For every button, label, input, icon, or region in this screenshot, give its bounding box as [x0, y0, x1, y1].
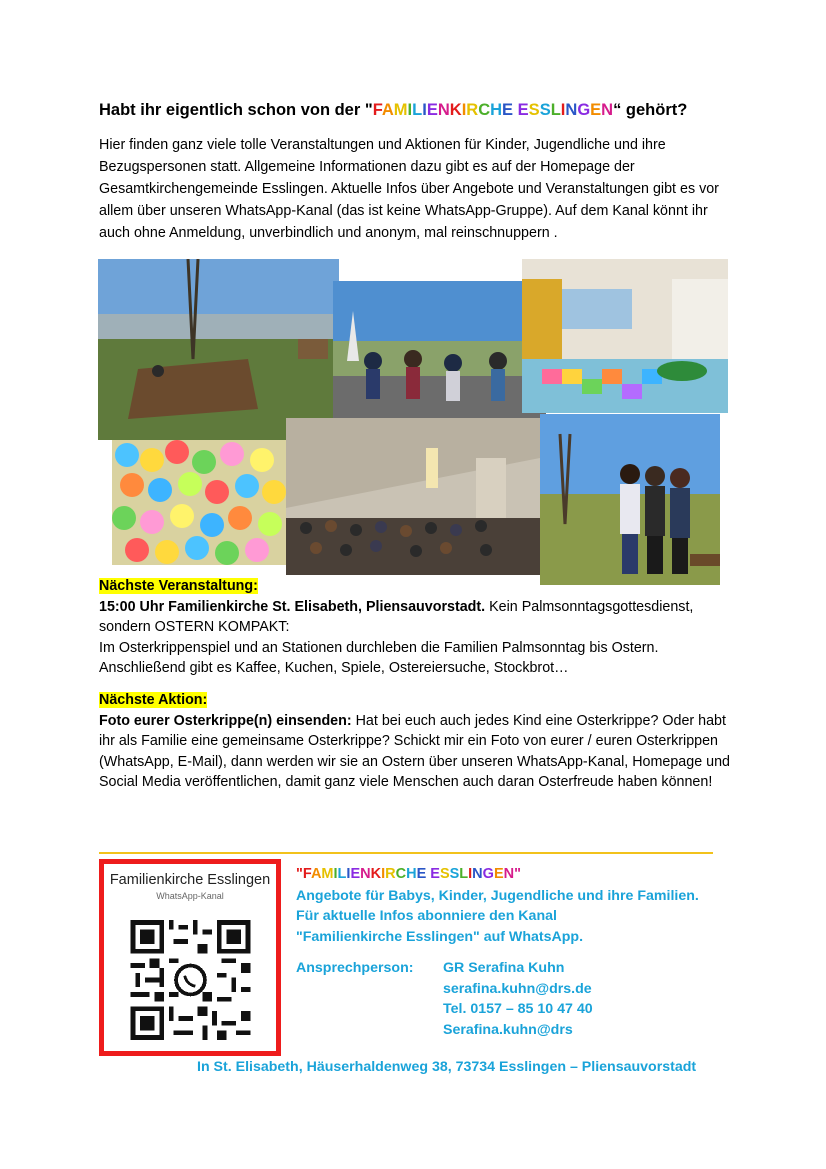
footer-address: In St. Elisabeth, Häuserhaldenweg 38, 73734 Esslingen – Pliensauvorstadt [197, 1059, 697, 1075]
brand-letter: M [321, 866, 334, 882]
brand-letter: I [407, 101, 413, 119]
brand-letter: S [439, 866, 450, 882]
photo-ball-pit [112, 440, 286, 565]
heading-suffix: “ gehört? [613, 101, 688, 119]
brand-letter: I [346, 866, 351, 882]
brand-letter: N [565, 101, 578, 119]
footer-line-1: Angebote für Babys, Kinder, Jugendliche und ihre Familien. [296, 888, 699, 904]
next-event-text-a: Kein Palmsonntagsgottesdienst, sondern OSTERN KOMPAKT: [99, 598, 694, 635]
brand-letter: E [416, 866, 427, 882]
brand-letter: N [437, 101, 450, 119]
brand-letter: H [406, 866, 417, 882]
footer-line-3: "Familienkirche Esslingen" auf WhatsApp. [296, 929, 584, 945]
next-event-text-b: Im Osterkrippenspiel und an Stationen durchleben die Familien Palmsonntag bis Ostern. Anschließend gibt es Kaffee, Kuchen, Spiele, Ostereiersuche, Stockbrot… [99, 639, 659, 676]
brand-letter: A [310, 866, 322, 882]
brand-letter: A [381, 101, 394, 119]
contact-label: Ansprechperson: [296, 960, 414, 976]
brand-letter: G [482, 866, 494, 882]
heading-prefix: Habt ihr eigentlich schon von der " [99, 101, 373, 119]
intro-text: Hier finden ganz viele tolle Veranstaltungen und Aktionen für Kinder, Jugendliche und ihre Bezugspersonen statt. Allgemeine Informationen dazu gibt es auf der Homepage der Gesamtkirchengemeinde Esslingen. Aktuelle Infos über Angebote und Veranstaltungen gibt es vor allem über unseren WhatsApp-Kanal (das ist keine WhatsApp-Gruppe). Auf dem Kanal könnt ihr auch ohne Anmeldung, unverbindlich und anonym, mal reinschnuppern . [99, 137, 719, 241]
next-action-text: Hat bei euch auch jedes Kind eine Osterkrippe? Oder habt ihr als Familie eine gemeinsame Osterkrippe? Schickt mir ein Foto von eurer / euren Osterkrippen (WhatsApp, E-Mail), dann werden wir sie an Ostern über unseren WhatsApp-Kanal, Homepage und Social Media veröffentlichen, damit ganz viele Menschen auch daran Osterfreude haben können! [99, 712, 730, 790]
next-event-time-place: 15:00 Uhr Familienkirche St. Elisabeth, Pliensauvorstadt. [99, 598, 486, 615]
footer-brand-name [303, 866, 514, 882]
brand-letter: N [472, 866, 483, 882]
brand-letter: F [372, 101, 382, 119]
brand-letter: C [478, 101, 491, 119]
contact-email-link-2[interactable]: Serafina.kuhn@drs [443, 1022, 573, 1038]
heading-brand-name [373, 101, 613, 119]
qr-code-icon[interactable] [128, 920, 253, 1040]
contact-email-link[interactable]: serafina.kuhn@drs.de [443, 981, 592, 997]
brand-letter: M [393, 101, 408, 119]
brand-letter: E [430, 866, 440, 882]
brand-letter: I [468, 866, 473, 882]
divider-line [99, 852, 713, 854]
brand-letter: I [461, 101, 467, 119]
next-event-section [99, 576, 739, 679]
contact-name: GR Serafina Kuhn [443, 960, 565, 976]
qr-title: Familienkirche Esslingen [109, 872, 271, 888]
next-action-title: Foto eurer Osterkrippe(n) einsenden: [99, 712, 352, 729]
footer-title-suffix: " [514, 866, 521, 882]
brand-letter: E [502, 101, 514, 119]
next-action-section [99, 690, 739, 793]
brand-letter: R [466, 101, 479, 119]
brand-letter: H [490, 101, 503, 119]
qr-code-box[interactable] [99, 859, 281, 1056]
brand-letter: L [412, 101, 423, 119]
brand-letter: F [302, 866, 311, 882]
footer-brand-title [296, 866, 521, 882]
brand-letter: S [449, 866, 460, 882]
qr-subtitle: WhatsApp-Kanal [156, 891, 224, 901]
brand-letter: E [590, 101, 602, 119]
brand-letter: I [560, 101, 566, 119]
intro-paragraph [99, 134, 739, 244]
photo-people-hill [540, 414, 720, 585]
photo-church-interior [286, 418, 540, 575]
brand-letter: K [449, 101, 462, 119]
brand-letter: E [426, 101, 438, 119]
brand-letter: L [459, 866, 469, 882]
next-event-label: Nächste Veranstaltung: [99, 578, 258, 594]
brand-letter: G [577, 101, 591, 119]
brand-letter: K [370, 866, 382, 882]
footer-title-prefix: " [296, 866, 303, 882]
photo-playroom [522, 259, 728, 413]
brand-letter: N [360, 866, 371, 882]
brand-letter: S [528, 101, 540, 119]
brand-letter: E [350, 866, 361, 882]
page-heading [99, 101, 687, 120]
photo-garden [98, 259, 339, 440]
brand-letter: I [381, 866, 386, 882]
brand-letter: E [493, 866, 504, 882]
brand-letter: N [503, 866, 515, 882]
brand-letter: E [517, 101, 529, 119]
brand-letter: I [333, 866, 338, 882]
contact-phone[interactable]: Tel. 0157 – 85 10 47 40 [443, 1001, 593, 1017]
brand-letter: N [601, 101, 614, 119]
brand-letter: L [337, 866, 347, 882]
brand-letter: S [539, 101, 551, 119]
brand-letter: I [422, 101, 427, 119]
brand-letter: R [385, 866, 396, 882]
photo-outdoor-group [333, 281, 546, 440]
brand-letter: L [550, 101, 561, 119]
footer-line-2: Für aktuelle Infos abonniere den Kanal [296, 908, 557, 924]
brand-letter: C [395, 866, 407, 882]
next-action-label: Nächste Aktion: [99, 692, 208, 708]
